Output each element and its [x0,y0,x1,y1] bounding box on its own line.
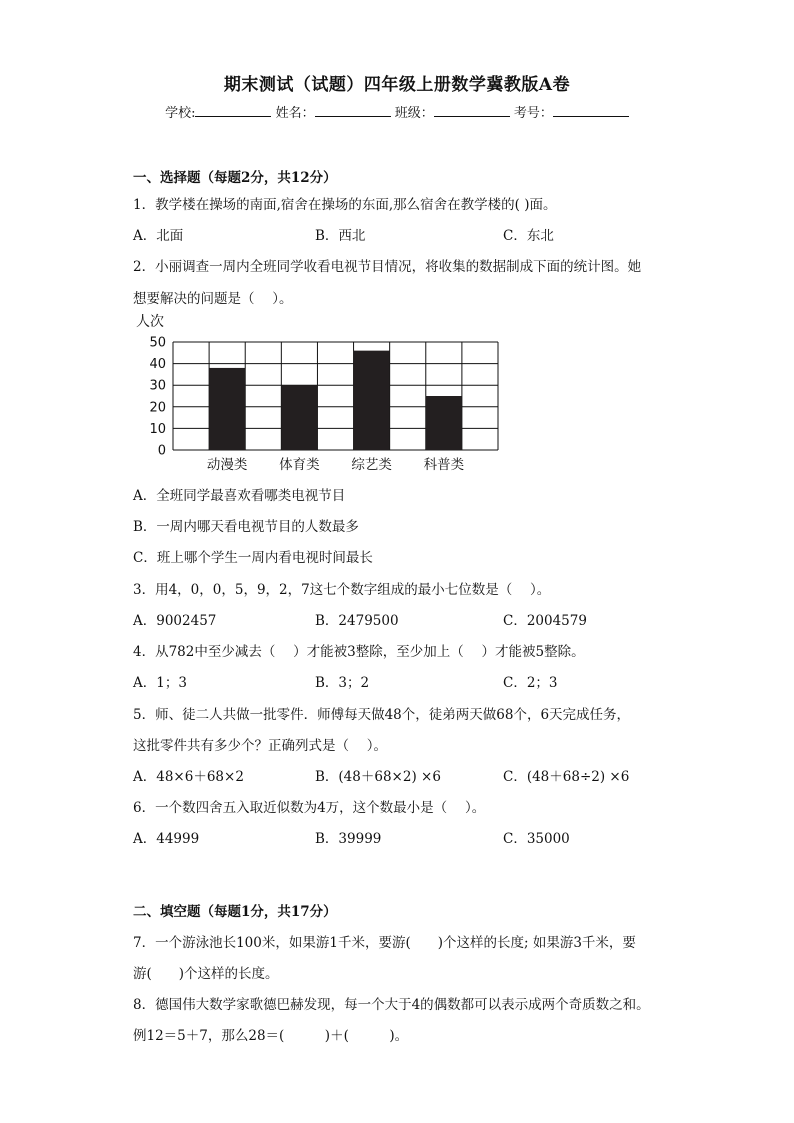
q4-option-c: C．2；3 [503,675,558,691]
q6-option-c: C．35000 [503,831,570,847]
page-title: 期末测试（试题）四年级上册数学冀教版A卷 [223,75,571,95]
q1-text: 1．教学楼在操场的南面,宿舍在操场的东面,那么宿舍在教学楼的( )面。 [133,197,557,213]
bar-chart [130,310,510,480]
q5-line2: 这批零件共有多少个？正确列式是（ ）。 [133,738,388,754]
q4-option-a: A．1；3 [133,675,187,691]
name-blank [315,104,391,117]
class-label: 班级： [394,106,434,121]
name-label: 姓名： [275,106,315,121]
q7-line1: 7．一个游泳池长100米，如果游1千米，要游( )个这样的长度; 如果游3千米，要 [133,935,636,951]
q3-option-c: C．2004579 [503,613,587,629]
chart-x-ticks [207,456,465,473]
q1-option-c: C．东北 [503,228,554,244]
q3-option-a: A．9002457 [133,613,217,629]
y-tick-label-1: 10 [149,421,166,437]
q5-line1: 5．师、徒二人共做一批零件．师傅每天做48个，徒弟两天做68个，6天完成任务， [133,707,631,723]
q1-option-b: B．西北 [315,228,366,244]
q7-line2: 游( )个这样的长度。 [133,966,279,982]
number-label: 考号： [513,106,553,121]
x-tick-label-2: 综艺类 [351,457,392,473]
y-tick-label-4: 40 [149,357,166,373]
y-tick-label-3: 30 [149,378,166,394]
q6-option-b: B．39999 [315,831,382,847]
bar-3 [426,396,462,450]
bar-0 [209,368,245,450]
q1-option-a: A．北面 [133,228,184,244]
q2-option-b: B．一周内哪天看电视节目的人数最多 [133,519,359,535]
class-blank [434,104,510,117]
x-tick-label-1: 体育类 [279,457,320,473]
number-blank [553,104,629,117]
y-tick-label-2: 20 [149,400,166,416]
chart-y-ticks [149,336,166,459]
q5-option-a: A．48×6＋68×2 [133,769,244,785]
y-tick-label-5: 50 [149,335,166,351]
q8-line1: 8．德国伟大数学家歌德巴赫发现，每一个大于4的偶数都可以表示成两个奇质数之和。 [133,997,650,1013]
q8-line2: 例12＝5＋7，那么28＝( )＋( )。 [133,1028,409,1044]
x-tick-label-3: 科普类 [423,457,465,473]
q5-option-c: C．(48＋68÷2) ×6 [503,769,630,785]
q6-text: 6．一个数四舍五入取近似数为4万，这个数最小是（ ）。 [133,800,486,816]
chart-bars [209,351,462,450]
section2-heading: 二、填空题（每题1分，共17分） [133,904,337,920]
q2-option-c: C．班上哪个学生一周内看电视时间最长 [133,550,373,566]
bar-1 [281,385,317,450]
chart-y-axis-label: 人次 [136,314,164,330]
bar-2 [354,351,390,450]
q5-option-b: B．(48＋68×2) ×6 [315,769,441,785]
school-blank [195,104,271,117]
q4-option-b: B．3；2 [315,675,370,691]
x-tick-label-0: 动漫类 [206,457,248,473]
q2-line2: 想要解决的问题是（ ）。 [133,291,293,307]
section1-heading: 一、选择题（每题2分，共12分） [133,170,337,186]
q3-option-b: B．2479500 [315,613,399,629]
q2-option-a: A．全班同学最喜欢看哪类电视节目 [133,488,346,504]
school-label: 学校: [165,106,196,121]
q2-line1: 2．小丽调查一周内全班同学收看电视节目情况，将收集的数据制成下面的统计图。她 [133,259,642,275]
y-tick-label-0: 0 [157,443,166,459]
q3-text: 3．用4，0，0，5，9，2，7这七个数字组成的最小七位数是（ ）。 [133,582,551,598]
student-info-line [0,102,794,121]
q4-text: 4．从782中至少减去（ ）才能被3整除，至少加上（ ）才能被5整除。 [133,644,585,660]
q6-option-a: A．44999 [133,831,200,847]
